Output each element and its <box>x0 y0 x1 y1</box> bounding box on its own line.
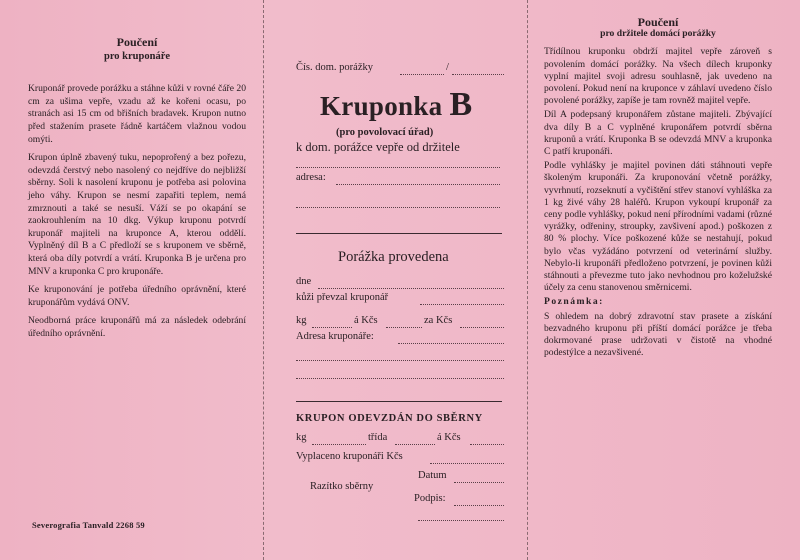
kruponar-address-field[interactable] <box>398 343 504 344</box>
note-text: S ohledem na dobrý zdravotní stav prasete a získání bezvadného kruponu při příští domácí porážce je třeba dokrmované prase udržovati v čistotě na vhodné podestýlce a nezavšivené. <box>544 310 772 359</box>
date-field[interactable] <box>318 288 504 289</box>
stamp-label: Razítko sběrny <box>310 481 374 492</box>
paid-field[interactable] <box>430 463 504 464</box>
class-label: třída <box>368 432 388 443</box>
right-heading: Poučení <box>637 15 679 29</box>
address-field[interactable] <box>336 184 500 185</box>
slaughter-heading: Porážka provedena <box>338 249 449 265</box>
collection-date-field[interactable] <box>454 482 504 483</box>
signature-field-2[interactable] <box>418 520 504 521</box>
right-paragraph: Třídílnou kruponku obdrží majitel vepře zároveň s povolením domácí porážky. Na všech dílech kruponky vyplní majitel svoji adresu souhlasně, jak uvedeno na povolení. Pokud není na kruponce v záhlaví uvedeno číslo povolené porážky, zapíše je tam rovněž majitel vepře. <box>544 46 772 107</box>
section-divider <box>296 233 502 234</box>
skin-taken-label: kůži převzal kruponář <box>296 292 389 303</box>
porazka-number-field-2[interactable] <box>452 74 504 75</box>
instructions-kruponar <box>28 36 246 346</box>
right-paragraph: Díl A podepsaný kruponářem zůstane majiteli. Zbývající dva díly B a C vyplněné kruponářem potvrdí sběrna kruponů a vrátí. Kruponka B se odevzdá MNV a kruponka C patří kruponáři. <box>544 109 772 158</box>
collection-weight-label: kg <box>296 432 307 443</box>
weight-field[interactable] <box>312 327 352 328</box>
address-label: adresa: <box>296 172 326 183</box>
left-subheading: pro kruponáře <box>103 50 171 62</box>
form-subtitle-owner: k dom. porážce vepře od držitele <box>296 140 460 154</box>
right-subheading: pro držitele domácí porážky <box>600 28 716 40</box>
address-field-2[interactable] <box>296 207 500 208</box>
fold-line-left <box>263 0 264 560</box>
left-paragraph: Krupon úplně zbavený tuku, nepoprořený a bez pořezu, odevzdá čerstvý nebo nasolený co nejdříve do nejbližší sběrny. Soli k nasolení kruponu je potřeba asi polovina jeho váhy. Krupon se nesmí zapařiti teplem, nemá zmrznouti a také se nesuší. Váží se po okapání se zaokrouhlením na 10 dkg. Výkup kruponu potvrdí kruponář majiteli na kruponce A, kterou oddělí. Vyplněný díl B a C předloží se s kruponem ve sběrně, která oba díly potvrdí a vrátí. Kruponka B je určena pro MNV a kruponka C pro kruponáře. <box>28 152 246 277</box>
kruponar-field[interactable] <box>420 304 504 305</box>
porazka-number-slash: / <box>446 62 449 73</box>
kruponar-address-field-2[interactable] <box>296 360 504 361</box>
form-subtitle-purpose: (pro povolovací úřad) <box>336 127 434 138</box>
total-price-field[interactable] <box>460 327 504 328</box>
kruponar-address-field-3[interactable] <box>296 378 504 379</box>
collection-price-label: á Kčs <box>437 432 461 443</box>
porazka-number-field[interactable] <box>400 74 444 75</box>
form-title-letter: B <box>449 86 473 123</box>
left-heading: Poučení <box>116 35 158 49</box>
unit-price-field[interactable] <box>386 327 422 328</box>
section-divider-2 <box>296 401 502 402</box>
form-title: Kruponka B <box>320 86 473 123</box>
porazka-number-label: Čís. dom. porážky <box>296 62 373 73</box>
collection-price-field[interactable] <box>470 444 504 445</box>
unit-price-label: á Kčs <box>354 315 378 326</box>
class-field[interactable] <box>395 444 435 445</box>
collection-heading: KRUPON ODEVZDÁN DO SBĚRNY <box>296 413 483 424</box>
collection-date-label: Datum <box>418 470 447 481</box>
date-label: dne <box>296 276 312 287</box>
signature-label: Podpis: <box>414 493 446 504</box>
left-paragraph: Kruponář provede porážku a stáhne kůži v rovné čáře 20 cm za ušima vepře, vzadu až ke kořeni ocasu, po stranách asi 15 cm od břišních bradavek. Krupon nutno před stažením prasete řádně kartáčem vlažnou vodou omýti. <box>28 83 246 145</box>
left-paragraph: Neodborná práce kruponářů má za následek odebrání úředního oprávnění. <box>28 315 246 339</box>
signature-field[interactable] <box>454 505 504 506</box>
total-price-label: za Kčs <box>424 315 453 326</box>
note-label: Poznámka: <box>544 296 604 308</box>
printer-imprint: Severografia Tanvald 2268 59 <box>32 520 145 530</box>
instructions-owner <box>544 16 772 361</box>
left-paragraph: Ke kruponování je potřeba úředního oprávnění, které kruponářům vydává ONV. <box>28 284 246 308</box>
collection-weight-field[interactable] <box>312 444 366 445</box>
fold-line-right <box>527 0 528 560</box>
weight-label: kg <box>296 315 307 326</box>
paid-label: Vyplaceno kruponáři Kčs <box>296 451 403 462</box>
kruponar-address-label: Adresa kruponáře: <box>296 331 374 342</box>
right-paragraph: Podle vyhlášky je majitel povinen dáti stáhnouti vepře školeným kruponáři. Za kruponování včetně porážky, vyvrhnutí, rozseknutí a vyčištění střev stanoví vyhláška za 1 kg živé váhy 28 haléřů. Krupon vykoupí kruponář za ceny podle vyhlášky, pokud není přírodními vadami (různé vyrážky, odřeniny, stroupky, zavšivení apod.) poškozen z 80 % plochy. Více poškozené kůže se nestahují, pokud bylo včas vyžádáno potvrzení od veterinární služby. Nebylo-li kruponáři předloženo potvrzení, je povinen kůži stáhnouti a převezme tuto jako nevhodnou pro koželužské účely za cenu stanovenou směrnicemi. <box>544 160 772 294</box>
owner-name-field[interactable] <box>296 167 500 168</box>
